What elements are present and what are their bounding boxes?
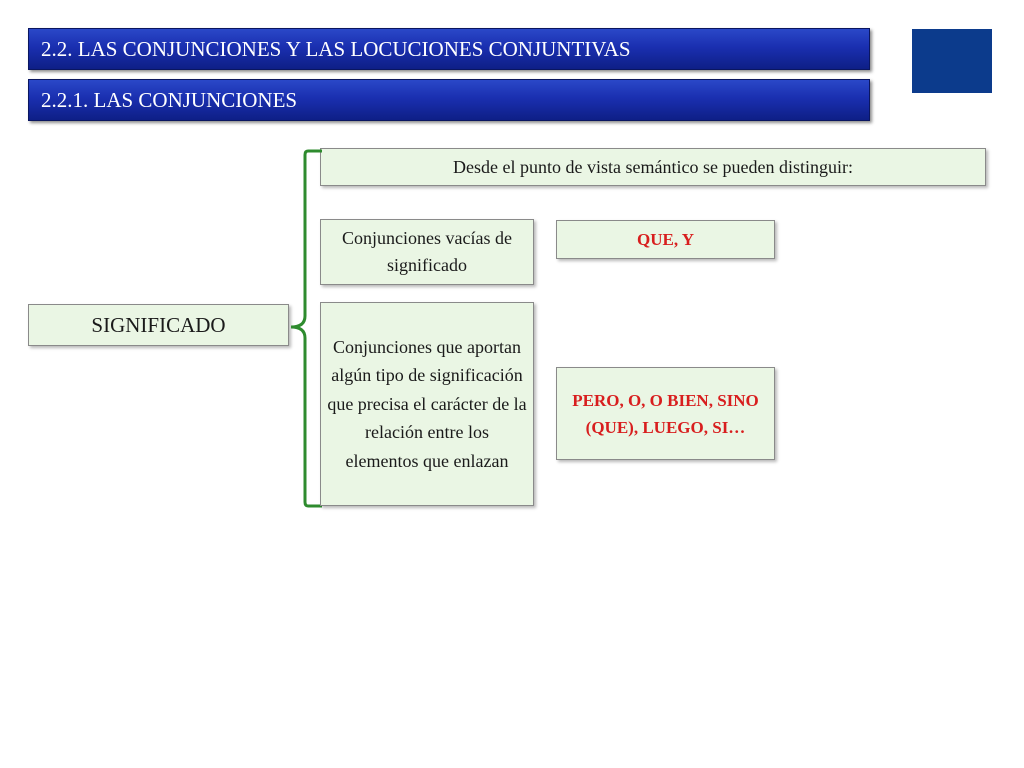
root-concept-box: SIGNIFICADO [28, 304, 289, 346]
empty-examples-box: QUE, Y [556, 220, 775, 259]
intro-box: Desde el punto de vista semántico se pueden distinguir: [320, 148, 986, 186]
meaningful-conjunctions-box: Conjunciones que aportan algún tipo de significación que precisa el carácter de la relación entre los elementos que enlazan [320, 302, 534, 506]
slide-subtitle: 2.2.1. LAS CONJUNCIONES [28, 79, 870, 121]
slide-title: 2.2. LAS CONJUNCIONES Y LAS LOCUCIONES CONJUNTIVAS [28, 28, 870, 70]
corner-decoration [912, 29, 992, 93]
empty-conjunctions-box: Conjunciones vacías de significado [320, 219, 534, 285]
meaningful-examples-box: PERO, O, O BIEN, SINO (QUE), LUEGO, SI… [556, 367, 775, 460]
